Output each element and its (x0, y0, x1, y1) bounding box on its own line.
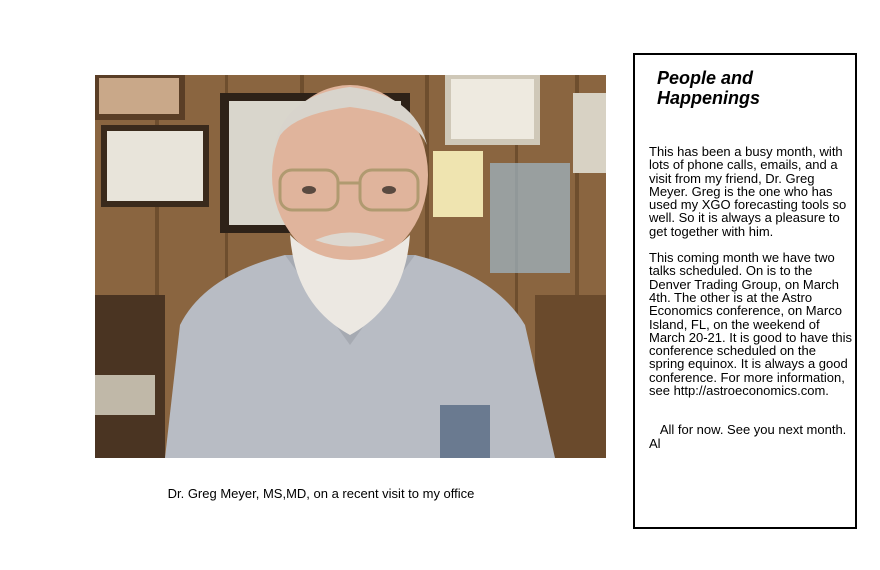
sidebar-title: People and Happenings (657, 68, 761, 108)
sidebar-closing: All for now. See you next month. Al (649, 422, 864, 451)
sidebar-body (649, 144, 864, 463)
sidebar-paragraph: This coming month we have two talks scheduled. On is to the Denver Trading Group, on March 4th. The other is at the Astro Economics conference, on Marco Island, FL, on the weekend of March 20-21. It is good to have this conference scheduled on the spring equinox. It is always a good conference. For more information, see http://astroeconomics.com. (649, 250, 853, 399)
sidebar-paragraph: This has been a busy month, with lots of phone calls, emails, and a visit from my friend, Dr. Greg Meyer. Greg is the one who has used my XGO forecasting tools so well. So it is always a pleasure to get together with him. (649, 144, 847, 239)
people-and-happenings-box (633, 53, 864, 529)
portrait-photo (95, 75, 606, 458)
photo-caption: Dr. Greg Meyer, MS,MD, on a recent visit to my office (167, 486, 475, 501)
